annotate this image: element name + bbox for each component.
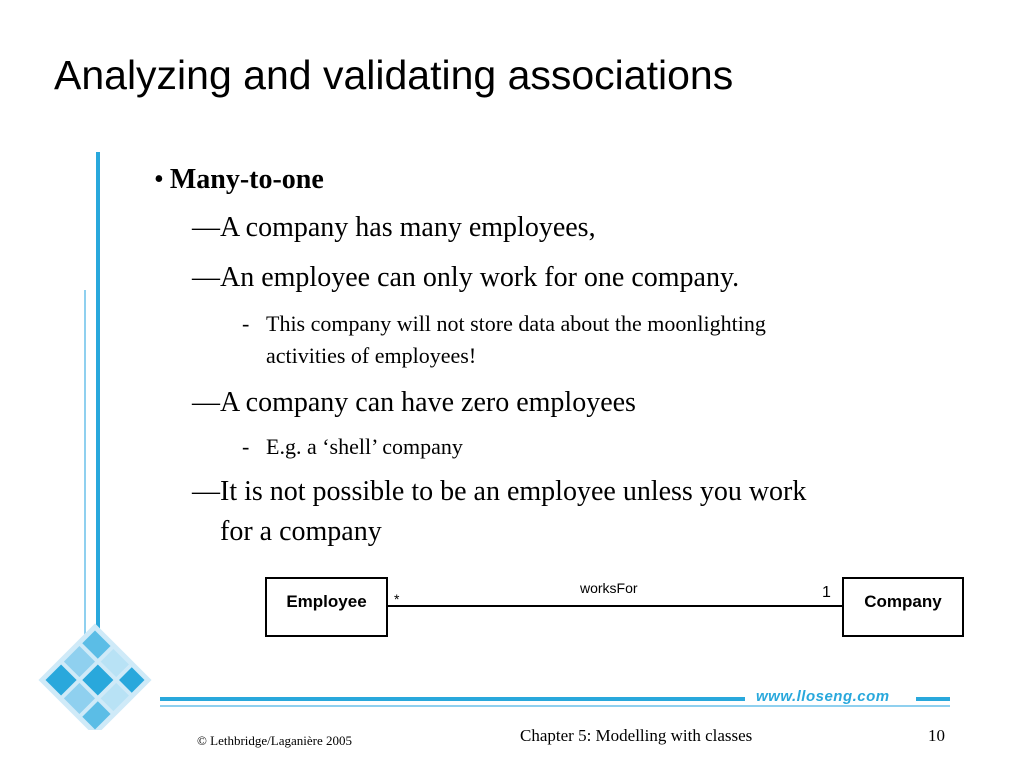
sub-sub-item xyxy=(242,311,766,337)
association-line xyxy=(387,605,842,607)
decorative-logo-icon xyxy=(20,620,170,730)
copyright: © Lethbridge/Laganière 2005 xyxy=(197,733,352,748)
sub-item: —It is not possible to be an employee unless you work xyxy=(192,476,807,507)
dash-marker: - xyxy=(242,434,250,459)
chapter-label: Chapter 5: Modelling with classes xyxy=(520,726,753,745)
footer-accent-thin xyxy=(160,705,950,707)
multiplicity-company: 1 xyxy=(822,584,831,601)
association-name: worksFor xyxy=(580,580,638,596)
bullet-heading xyxy=(154,164,324,196)
footer-accent-bar xyxy=(160,697,745,701)
website-url: www.lloseng.com xyxy=(756,688,890,705)
multiplicity-employee: * xyxy=(394,591,400,607)
sub-item-continuation: for a company xyxy=(220,516,382,547)
sub-item: —A company has many employees, xyxy=(192,212,596,243)
sub-sub-item xyxy=(242,434,463,460)
uml-class-company: Company xyxy=(842,577,964,637)
slide-title: Analyzing and validating associations xyxy=(54,52,734,98)
uml-class-employee: Employee xyxy=(265,577,388,637)
sub-sub-item-continuation: activities of employees! xyxy=(266,343,477,368)
bullet-marker: • xyxy=(154,164,164,195)
footer-accent-bar-end xyxy=(916,697,950,701)
page-number: 10 xyxy=(928,726,945,745)
sub-sub-item-text: E.g. a ‘shell’ company xyxy=(266,434,463,459)
sub-item: —A company can have zero employees xyxy=(192,387,636,418)
heading-text: Many-to-one xyxy=(169,164,324,195)
dash-marker: - xyxy=(242,311,250,336)
sub-sub-item-text: This company will not store data about the moonlighting xyxy=(266,311,766,336)
sub-item: —An employee can only work for one company. xyxy=(192,262,740,293)
